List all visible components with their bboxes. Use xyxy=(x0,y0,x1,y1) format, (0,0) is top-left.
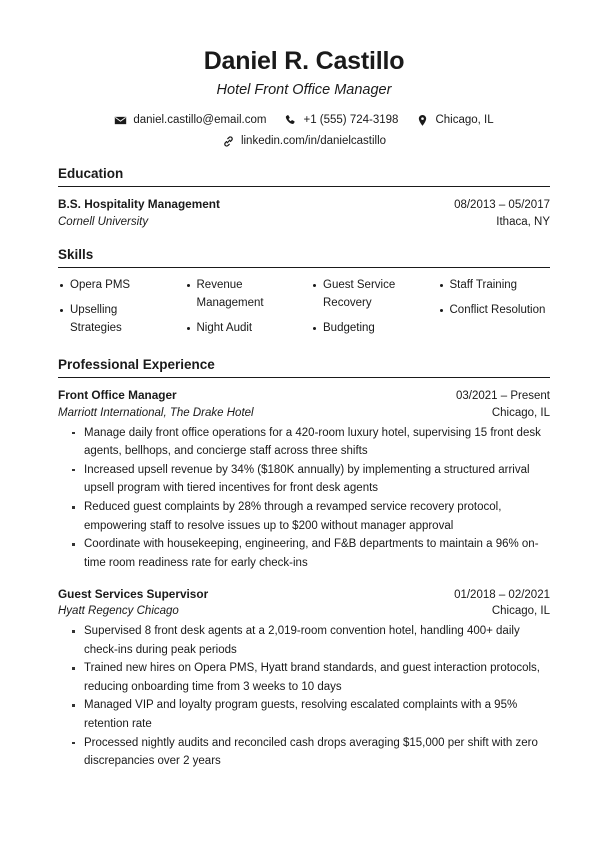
skill-item: Opera PMS xyxy=(58,277,171,295)
job-dates: 03/2021 – Present xyxy=(456,390,550,403)
skill-item: Staff Training xyxy=(438,277,551,295)
contact-linkedin[interactable] xyxy=(222,134,386,149)
section-title-education: Education xyxy=(58,166,124,182)
contact-location xyxy=(416,113,493,128)
education-location: Ithaca, NY xyxy=(496,215,550,228)
education-entry-top xyxy=(58,196,550,214)
section-divider xyxy=(58,186,550,187)
job-employer: Marriott International, The Drake Hotel xyxy=(58,406,254,419)
candidate-headline: Hotel Front Office Manager xyxy=(216,82,392,98)
contact-phone[interactable] xyxy=(284,113,398,128)
job-location: Chicago, IL xyxy=(491,605,550,618)
candidate-name: Daniel R. Castillo xyxy=(203,47,405,75)
job-employer: Hyatt Regency Chicago xyxy=(58,605,179,618)
job-dates: 01/2018 – 02/2021 xyxy=(454,588,550,601)
skill-item: Budgeting xyxy=(311,320,424,338)
job-role: Front Office Manager xyxy=(58,388,177,403)
contact-linkedin-text: linkedin.com/in/danielcastillo xyxy=(240,135,387,148)
experience-entry xyxy=(58,387,550,572)
experience-list xyxy=(58,387,550,771)
job-bullet: Managed VIP and loyalty program guests, resolving escalated complaints with a 95% retention rate xyxy=(69,696,550,733)
experience-entry-bottom xyxy=(58,603,550,620)
skill-item: Guest Service Recovery xyxy=(311,277,424,313)
section-experience xyxy=(58,357,550,771)
contact-email[interactable] xyxy=(114,113,266,128)
resume-header xyxy=(58,46,550,149)
skill-item: Revenue Management xyxy=(185,277,298,313)
section-divider xyxy=(58,377,550,378)
contact-email-text: daniel.castillo@email.com xyxy=(133,114,267,127)
experience-entry xyxy=(58,586,550,771)
job-bullet-list xyxy=(58,424,550,573)
job-bullet: Trained new hires on Opera PMS, Hyatt brand standards, and guest interaction protocols, reducing onboarding time from 3 weeks to 10 days xyxy=(69,659,550,696)
skill-item: Conflict Resolution xyxy=(438,302,551,320)
education-school: Cornell University xyxy=(58,215,149,228)
experience-entry-top xyxy=(58,387,550,405)
job-bullet: Coordinate with housekeeping, engineering, and F&B departments to maintain a 96% on-time room readiness rate for early check-ins xyxy=(69,535,550,572)
link-icon xyxy=(222,135,235,148)
skill-item: Upselling Strategies xyxy=(58,302,171,338)
section-skills xyxy=(58,247,550,340)
link-row xyxy=(58,134,550,149)
contact-row xyxy=(58,113,550,128)
location-pin-icon xyxy=(416,114,429,127)
experience-entry-top xyxy=(58,586,550,604)
job-role: Guest Services Supervisor xyxy=(58,586,209,601)
job-bullet-list xyxy=(58,622,550,771)
experience-entry-bottom xyxy=(58,405,550,422)
education-dates: 08/2013 – 05/2017 xyxy=(454,199,550,212)
skill-item: Night Audit xyxy=(185,320,298,338)
skills-list xyxy=(58,277,550,340)
job-bullet: Increased upsell revenue by 34% ($180K annually) by implementing a structured arrival upsell program with tiered incentives for front desk agents xyxy=(69,461,550,498)
section-title-skills: Skills xyxy=(58,247,94,263)
section-title-experience: Professional Experience xyxy=(58,357,215,373)
job-bullet: Reduced guest complaints by 28% through a revamped service recovery protocol, empowering staff to resolve issues up to $200 without manager approval xyxy=(69,498,550,535)
email-icon xyxy=(114,114,127,127)
job-bullet: Manage daily front office operations for a 420-room luxury hotel, supervising 15 front desk agents, bellhops, and concierge staff across three shifts xyxy=(69,424,550,461)
education-degree: B.S. Hospitality Management xyxy=(58,197,220,212)
education-entry xyxy=(58,196,550,230)
contact-location-text: Chicago, IL xyxy=(435,114,494,127)
section-education xyxy=(58,166,550,230)
job-bullet: Processed nightly audits and reconciled cash drops averaging $15,000 per shift with zero discrepancies over 2 years xyxy=(69,734,550,771)
education-entry-bottom xyxy=(58,214,550,231)
phone-icon xyxy=(284,114,297,127)
job-location: Chicago, IL xyxy=(491,406,550,419)
contact-phone-text: +1 (555) 724-3198 xyxy=(303,114,399,127)
section-divider xyxy=(58,267,550,268)
job-bullet: Supervised 8 front desk agents at a 2,019-room convention hotel, handling 400+ daily check-ins during peak periods xyxy=(69,622,550,659)
